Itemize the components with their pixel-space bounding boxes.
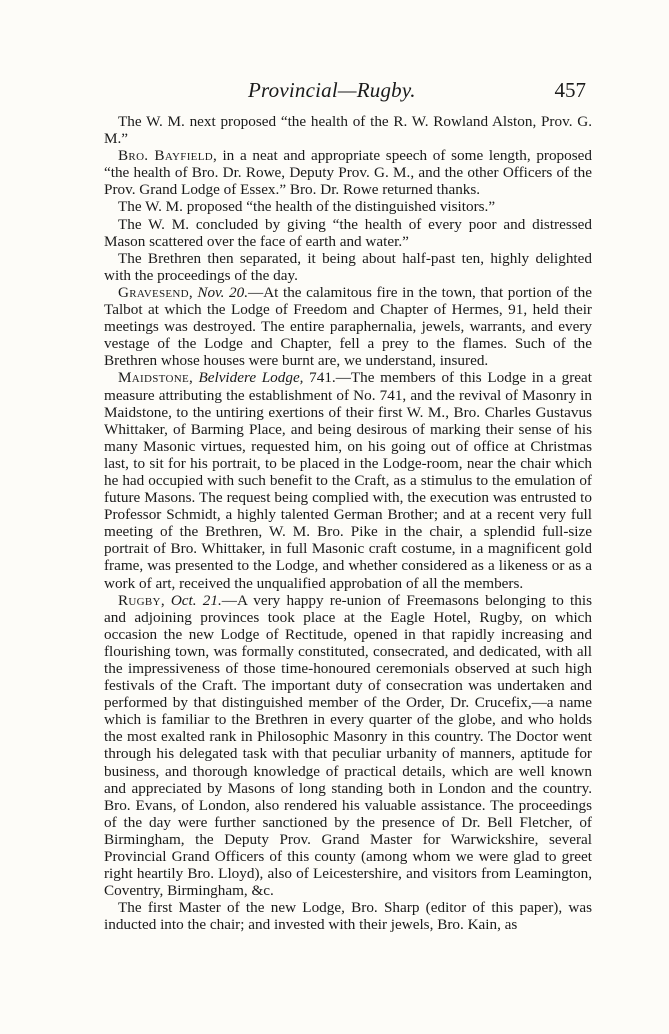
paragraph-text: The W. M. concluded by giving “the health of every poor and distressed Mason scattered over the face of earth and water.” <box>104 215 592 250</box>
paragraph <box>104 113 592 147</box>
paragraph: Gravesend, Nov. 20.—At the calamitous fire in the town, that portion of the Talbot at which the Lodge of Freedom and Chapter of Hermes, 91, held their meetings was destroyed. The entire paraphernalia, jewels, warrants, and every vestage of the Lodge and Chapter, fell a prey to the flames. Such of the Brethren whose houses were burnt are, we understand, insured. <box>104 283 592 370</box>
place-heading: Maidstone <box>118 369 189 387</box>
running-title: Provincial—Rugby. <box>248 78 416 102</box>
paragraph-text: The W. M. proposed “the health of the distinguished visitors.” <box>118 198 496 216</box>
paragraph-text: , in a neat and appropriate speech of some length, proposed “the health of Bro. Dr. Rowe, Deputy Prov. G. M., and the other Officers of the Prov. Grand Lodge of Essex.” Bro. Dr. Rowe returned thanks. <box>104 147 592 199</box>
paragraph <box>104 198 592 215</box>
paragraph: Maidstone, Belvidere Lodge, 741.—The members of this Lodge in a great measure attributing the establishment of No. 741, and the revival of Masonry in Maidstone, to the untiring exertions of their first W. M., Bro. Charles Gustavus Whittaker, of Barming Place, and being desirous of marking their sense of his many Masonic virtues, requested him, on his going out of office at Christmas last, to sit for his portrait, to be placed in the Lodge-room, near the chair which he had occupied with such benefit to the Craft, as a stimulus to the emulation of future Masons. The request being complied with, the execution was entrusted to Professor Schmidt, a highly talented German Brother; and at a recent very full meeting of the Brethren, W. M. Bro. Pike in the chair, a splendid full-size portrait of Bro. Whittaker, in full Masonic craft costume, in a magnificent gold frame, was presented to the Lodge, and whether considered as a likeness or as a work of art, received the unqualified approbation of all the members. <box>104 369 592 592</box>
date-heading: Oct. 21. <box>170 591 222 609</box>
article-body <box>104 113 592 934</box>
paragraph-text: The first Master of the new Lodge, Bro. Sharp (editor of this paper), was inducted into the chair; and invested with their jewels, Bro. Kain, as <box>104 899 592 934</box>
paragraph-text: The Brethren then separated, it being about half-past ten, highly delighted with the proceedings of the day. <box>104 249 592 284</box>
paragraph-text: —At the calamitous fire in the town, that portion of the Talbot at which the Lodge of Freedom and Chapter of Hermes, 91, held their meetings was destroyed. The entire paraphernalia, jewels, warrants, and every vestage of the Lodge and Chapter, fell a prey to the flames. Such of the Brethren whose houses were burnt are, we understand, insured. <box>104 283 592 370</box>
paragraph <box>104 899 592 933</box>
place-heading: Gravesend <box>118 283 189 301</box>
page-header <box>110 78 586 106</box>
date-heading: Nov. 20. <box>197 283 249 301</box>
paragraph-lead: Bro. Bayfield <box>118 147 213 165</box>
paragraph <box>104 216 592 250</box>
paragraph: Rugby, Oct. 21.—A very happy re-union of Freemasons belonging to this and adjoining provinces took place at the Eagle Hotel, Rugby, on which occasion the new Lodge of Rectitude, opened in that rapidly increasing and flourishing town, was formally constituted, consecrated, and dedicated, with all the impressiveness of those time-honoured ceremonials observed at such high festivals of the Craft. The important duty of consecration was undertaken and performed by that distinguished member of the Order, Dr. Crucefix,—a name which is familiar to the Brethren in every quarter of the globe, and who holds the most exalted rank in Philosophic Masonry in this country. The Doctor went through his delegated task with that peculiar urbanity of manners, aptitude for business, and thorough knowledge of practical details, which are well known and appreciated by Masons of long standing both in London and the country. Bro. Evans, of London, also rendered his valuable assistance. The proceedings of the day were further sanctioned by the presence of Dr. Bell Fletcher, of Birmingham, the Deputy Prov. Grand Master for Warwickshire, several Provincial Grand Officers of this county (among whom we were glad to greet right heartily Bro. Lloyd), also of Leicestershire, and visitors from Leamington, Coventry, Birmingham, &c. <box>104 591 592 900</box>
paragraph-text: 741.—The members of this Lodge in a great measure attributing the establishment of No. 741, and the revival of Masonry in Maidstone, to the untiring exertions of their first W. M., Bro. Charles Gustavus Whittaker, of Barming Place, and being desirous of marking their sense of his many Masonic virtues, requested him, on his going out of office at Christmas last, to sit for his portrait, to be placed in the Lodge-room, near the chair which he had occupied with such benefit to the Craft, as a stimulus to the emulation of future Masons. The request being complied with, the execution was entrusted to Professor Schmidt, a highly talented German Brother; and at a recent very full meeting of the Brethren, W. M. Bro. Pike in the chair, a splendid full-size portrait of Bro. Whittaker, in full Masonic craft costume, in a magnificent gold frame, was presented to the Lodge, and whether considered as a likeness or as a work of art, received the unqualified approbation of all the members. <box>104 369 592 592</box>
lodge-heading: Belvidere Lodge, <box>198 369 304 387</box>
paragraph-text: —A very happy re-union of Freemasons belonging to this and adjoining provinces took place at the Eagle Hotel, Rugby, on which occasion the new Lodge of Rectitude, opened in that rapidly increasing and flourishing town, was formally constituted, consecrated, and dedicated, with all the impressiveness of those time-honoured ceremonials observed at such high festivals of the Craft. The important duty of consecration was undertaken and performed by that distinguished member of the Order, Dr. Crucefix,—a name which is familiar to the Brethren in every quarter of the globe, and who holds the most exalted rank in Philosophic Masonry in this country. The Doctor went through his delegated task with that peculiar urbanity of manners, aptitude for business, and thorough knowledge of practical details, which are well known and appreciated by Masons of long standing both in London and the country. Bro. Evans, of London, also rendered his valuable assistance. The proceedings of the day were further sanctioned by the presence of Dr. Bell Fletcher, of Birmingham, the Deputy Prov. Grand Master for Warwickshire, several Provincial Grand Officers of this county (among whom we were glad to greet right heartily Bro. Lloyd), also of Leicestershire, and visitors from Leamington, Coventry, Birmingham, &c. <box>104 591 592 900</box>
paragraph <box>104 250 592 284</box>
paragraph <box>104 147 592 198</box>
place-heading: Rugby <box>118 591 161 609</box>
paragraph-text: The W. M. next proposed “the health of the R. W. Rowland Alston, Prov. G. M.” <box>104 113 592 148</box>
page-number: 457 <box>554 78 586 102</box>
